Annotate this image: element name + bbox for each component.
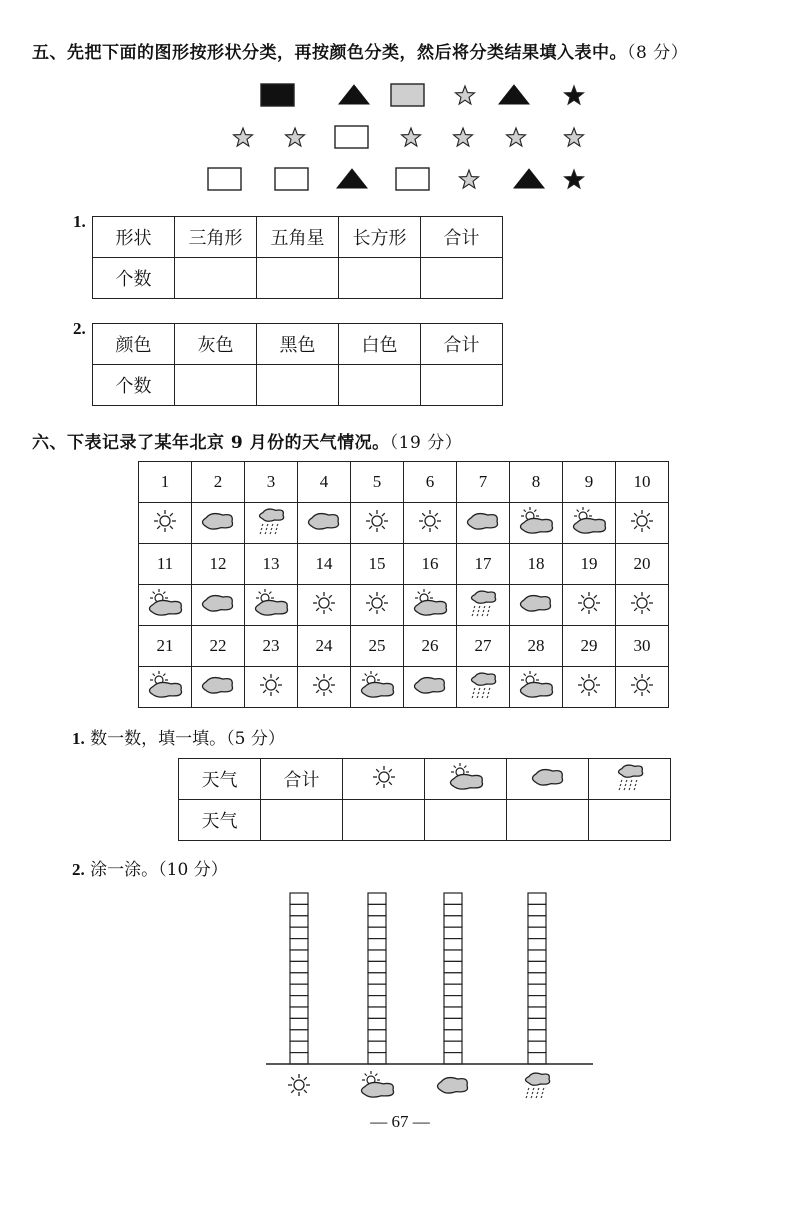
table-row-label: 天气 (179, 800, 261, 841)
bar-cell[interactable] (368, 1018, 386, 1029)
bar-cell[interactable] (444, 939, 462, 950)
question-1 (72, 724, 285, 749)
calendar-day-number: 7 (457, 462, 510, 503)
table-header-cell: 颜色 (93, 324, 175, 365)
bar-cell[interactable] (528, 1041, 546, 1052)
table-header-cell: 白色 (339, 324, 421, 365)
table-row (93, 258, 503, 299)
bar-cell[interactable] (290, 961, 308, 972)
bar-cell[interactable] (528, 1018, 546, 1029)
bar-cell[interactable] (444, 996, 462, 1007)
color-count-table (92, 323, 503, 406)
bar-cell[interactable] (444, 1007, 462, 1018)
bar-cell[interactable] (368, 893, 386, 904)
gray-star-shape (445, 80, 485, 110)
bar-cell[interactable] (290, 904, 308, 915)
gray-rectangle-shape (388, 80, 428, 110)
cloudy-icon (192, 585, 245, 626)
sunny-icon (343, 759, 425, 800)
calendar-day-number: 5 (351, 462, 404, 503)
table-row (93, 324, 503, 365)
bar-cell[interactable] (444, 961, 462, 972)
bar-cell[interactable] (290, 996, 308, 1007)
bar-cell[interactable] (290, 1018, 308, 1029)
coloring-bar-grid[interactable] (250, 885, 610, 1110)
calendar-day-number: 17 (457, 544, 510, 585)
calendar-day-number: 14 (298, 544, 351, 585)
rainy-icon (457, 585, 510, 626)
calendar-day-number: 6 (404, 462, 457, 503)
bar-cell[interactable] (290, 939, 308, 950)
bar-cell[interactable] (528, 984, 546, 995)
rainy-icon (526, 1073, 550, 1098)
calendar-day-number: 30 (616, 626, 669, 667)
bar-cell[interactable] (444, 893, 462, 904)
table-header-cell: 灰色 (175, 324, 257, 365)
bar-cell[interactable] (444, 1041, 462, 1052)
bar-cell[interactable] (368, 950, 386, 961)
sunny-icon (245, 667, 298, 708)
cloudy-icon (510, 585, 563, 626)
partly-cloudy-icon (351, 667, 404, 708)
calendar-day-number: 13 (245, 544, 298, 585)
calendar-day-number: 9 (563, 462, 616, 503)
sunny-icon (404, 503, 457, 544)
bar-cell[interactable] (368, 1041, 386, 1052)
question-2-text: 涂一涂。 (84, 860, 159, 880)
answer-cell[interactable] (339, 258, 421, 299)
table-header-cell: 三角形 (175, 217, 257, 258)
calendar-day-number: 24 (298, 626, 351, 667)
table-row (179, 759, 671, 800)
table-row-label: 个数 (93, 258, 175, 299)
table-row (139, 667, 669, 708)
sunny-icon (563, 667, 616, 708)
cloudy-icon (457, 503, 510, 544)
table-row-label: 个数 (93, 365, 175, 406)
white-rectangle-shape (272, 164, 312, 194)
gray-star-shape (443, 122, 483, 152)
cloudy-icon (438, 1078, 468, 1094)
bar-cell[interactable] (290, 1053, 308, 1064)
bar-cell[interactable] (444, 1018, 462, 1029)
cloudy-icon (192, 667, 245, 708)
table-header-cell: 合计 (421, 324, 503, 365)
sunny-icon (139, 503, 192, 544)
table-row (93, 365, 503, 406)
table-header-cell: 合计 (421, 217, 503, 258)
answer-cell[interactable] (421, 365, 503, 406)
bar-cell[interactable] (290, 927, 308, 938)
partly-cloudy-icon (510, 503, 563, 544)
weather-calendar (138, 461, 669, 708)
black-triangle-shape (509, 164, 549, 194)
answer-cell[interactable] (175, 258, 257, 299)
answer-cell[interactable] (261, 800, 343, 841)
calendar-day-number: 12 (192, 544, 245, 585)
rainy-icon (245, 503, 298, 544)
calendar-day-number: 19 (563, 544, 616, 585)
partly-cloudy-icon (404, 585, 457, 626)
bar-cell[interactable] (528, 1053, 546, 1064)
sunny-icon (298, 585, 351, 626)
cloudy-icon (298, 503, 351, 544)
bar-cell[interactable] (528, 950, 546, 961)
table-header-cell: 形状 (93, 217, 175, 258)
bar-cell[interactable] (290, 973, 308, 984)
question-1-number: 1. (72, 729, 85, 748)
calendar-day-number: 25 (351, 626, 404, 667)
question-2-number: 2. (72, 860, 85, 879)
bar-cell[interactable] (528, 916, 546, 927)
table1-number: 1. (73, 212, 86, 231)
gray-star-shape (275, 122, 315, 152)
bar-cell[interactable] (528, 996, 546, 1007)
bar-cell[interactable] (368, 916, 386, 927)
sunny-icon (563, 585, 616, 626)
table-row (139, 626, 669, 667)
calendar-day-number: 10 (616, 462, 669, 503)
weather-count-table (178, 758, 671, 841)
bar-cell[interactable] (368, 927, 386, 938)
section-6-heading (32, 428, 462, 453)
bar-cell[interactable] (290, 1041, 308, 1052)
bar-cell[interactable] (528, 961, 546, 972)
calendar-day-number: 29 (563, 626, 616, 667)
answer-cell[interactable] (339, 365, 421, 406)
answer-cell[interactable] (257, 365, 339, 406)
rainy-icon (589, 759, 671, 800)
bar-cell[interactable] (444, 916, 462, 927)
bar-cell[interactable] (444, 1030, 462, 1041)
bar-cell[interactable] (290, 950, 308, 961)
sunny-icon (288, 1074, 310, 1096)
cloudy-icon (507, 759, 589, 800)
rainy-icon (457, 667, 510, 708)
gray-star-shape (554, 122, 594, 152)
bar-cell[interactable] (368, 1030, 386, 1041)
partly-cloudy-icon (362, 1071, 394, 1097)
partly-cloudy-icon (425, 759, 507, 800)
table-row (139, 585, 669, 626)
bar-cell[interactable] (368, 973, 386, 984)
section-6-title: 六、下表记录了某年北京 9 月份的天气情况。 (32, 433, 390, 453)
bar-cell[interactable] (528, 927, 546, 938)
sunny-icon (616, 585, 669, 626)
calendar-day-number: 27 (457, 626, 510, 667)
table-row (139, 544, 669, 585)
sunny-icon (298, 667, 351, 708)
question-2-points: （10 分） (158, 860, 228, 880)
table-header-cell: 合计 (261, 759, 343, 800)
calendar-day-number: 20 (616, 544, 669, 585)
bar-cell[interactable] (368, 1053, 386, 1064)
section-5-title: 五、先把下面的图形按形状分类，再按颜色分类，然后将分类结果填入表中。 (32, 43, 627, 63)
white-rectangle-shape (332, 122, 372, 152)
bar-cell[interactable] (368, 904, 386, 915)
calendar-day-number: 23 (245, 626, 298, 667)
bar-cell[interactable] (368, 939, 386, 950)
calendar-day-number: 8 (510, 462, 563, 503)
gray-star-shape (496, 122, 536, 152)
calendar-day-number: 21 (139, 626, 192, 667)
bar-cell[interactable] (528, 973, 546, 984)
calendar-day-number: 22 (192, 626, 245, 667)
answer-cell[interactable] (343, 800, 425, 841)
black-triangle-shape (494, 80, 534, 110)
bar-cell[interactable] (444, 904, 462, 915)
black-star-shape (554, 80, 594, 110)
partly-cloudy-icon (563, 503, 616, 544)
black-rectangle-shape (258, 80, 298, 110)
bar-cell[interactable] (444, 973, 462, 984)
answer-cell[interactable] (175, 365, 257, 406)
table-row (139, 462, 669, 503)
bar-cell[interactable] (444, 1053, 462, 1064)
black-star-shape (554, 164, 594, 194)
gray-star-shape (391, 122, 431, 152)
question-1-text: 数一数，填一填。 (84, 729, 227, 749)
black-triangle-shape (334, 80, 374, 110)
gray-star-shape (449, 164, 489, 194)
table-header-cell: 黑色 (257, 324, 339, 365)
table-header-cell: 五角星 (257, 217, 339, 258)
bar-cell[interactable] (528, 1030, 546, 1041)
calendar-day-number: 1 (139, 462, 192, 503)
question-1-points: （5 分） (226, 729, 285, 749)
sunny-icon (616, 503, 669, 544)
partly-cloudy-icon (245, 585, 298, 626)
bar-cell[interactable] (290, 984, 308, 995)
bar-cell[interactable] (444, 950, 462, 961)
bar-cell[interactable] (528, 939, 546, 950)
bar-cell[interactable] (444, 984, 462, 995)
bar-cell[interactable] (528, 893, 546, 904)
partly-cloudy-icon (139, 585, 192, 626)
calendar-day-number: 2 (192, 462, 245, 503)
section-5-heading (32, 38, 688, 63)
calendar-day-number: 28 (510, 626, 563, 667)
table-row (179, 800, 671, 841)
table2-number: 2. (73, 319, 86, 338)
gray-star-shape (223, 122, 263, 152)
table-header-cell: 天气 (179, 759, 261, 800)
answer-cell[interactable] (507, 800, 589, 841)
bar-cell[interactable] (290, 1007, 308, 1018)
calendar-day-number: 3 (245, 462, 298, 503)
answer-cell[interactable] (589, 800, 671, 841)
section-5-points: （8 分） (627, 43, 689, 63)
bar-cell[interactable] (528, 1007, 546, 1018)
bar-cell[interactable] (444, 927, 462, 938)
sunny-icon (616, 667, 669, 708)
answer-cell[interactable] (257, 258, 339, 299)
calendar-day-number: 26 (404, 626, 457, 667)
bar-cell[interactable] (368, 1007, 386, 1018)
question-2 (72, 855, 228, 880)
black-triangle-shape (332, 164, 372, 194)
table-row (139, 503, 669, 544)
bar-cell[interactable] (290, 916, 308, 927)
cloudy-icon (404, 667, 457, 708)
calendar-day-number: 16 (404, 544, 457, 585)
bar-cell[interactable] (528, 904, 546, 915)
calendar-day-number: 4 (298, 462, 351, 503)
bar-cell[interactable] (368, 961, 386, 972)
table-header-cell: 长方形 (339, 217, 421, 258)
sunny-icon (351, 503, 404, 544)
white-rectangle-shape (393, 164, 433, 194)
shape-count-table (92, 216, 503, 299)
calendar-day-number: 15 (351, 544, 404, 585)
answer-cell[interactable] (425, 800, 507, 841)
table-row (93, 217, 503, 258)
sunny-icon (351, 585, 404, 626)
partly-cloudy-icon (139, 667, 192, 708)
bar-cell[interactable] (290, 893, 308, 904)
calendar-day-number: 11 (139, 544, 192, 585)
bar-cell[interactable] (368, 996, 386, 1007)
white-rectangle-shape (205, 164, 245, 194)
section-6-points: （19 分） (389, 433, 463, 453)
page-number: — 67 — (370, 1112, 430, 1131)
bar-cell[interactable] (368, 984, 386, 995)
calendar-day-number: 18 (510, 544, 563, 585)
cloudy-icon (192, 503, 245, 544)
answer-cell[interactable] (421, 258, 503, 299)
bar-cell[interactable] (290, 1030, 308, 1041)
partly-cloudy-icon (510, 667, 563, 708)
